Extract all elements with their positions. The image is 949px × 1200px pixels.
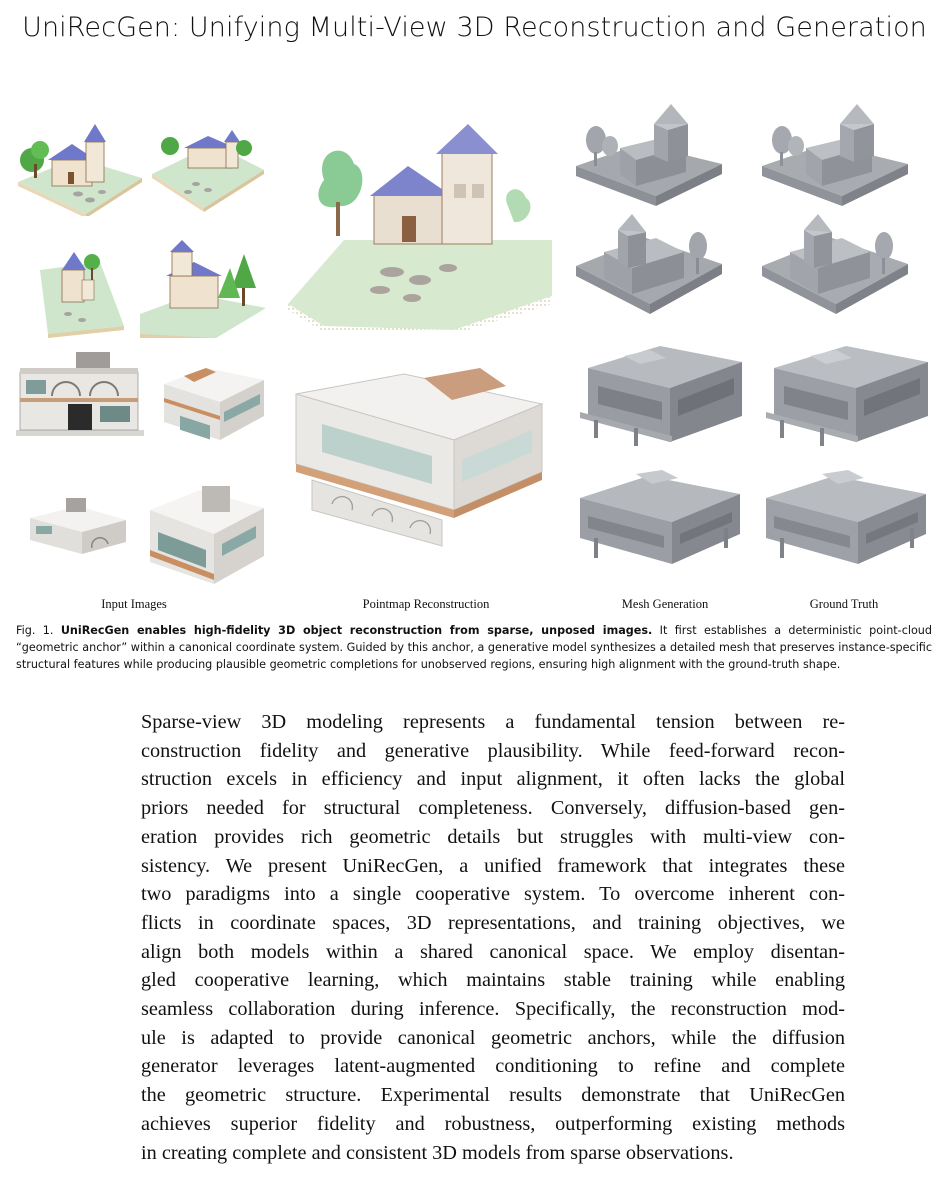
input-image-castle-3 — [28, 240, 140, 340]
caption-text: It first establishes a deterministic point-cloud “geometric anchor” within a canonical coordinate system. Guided by this anchor, a generative model synthesizes a detailed mesh that preserves instance-specific structural features while producing plausible geometric completions for unobserved regions, ensuring high alignment with the ground-truth shape. — [16, 624, 933, 671]
abstract-line: struction excels in efficiency and input alignment, it often lacks the global — [141, 768, 845, 791]
abstract-line: sistency. We present UniRecGen, a unified framework that integrates these — [141, 854, 845, 877]
ground-truth-house-1 — [760, 342, 930, 452]
column-label-ground-truth: Ground Truth — [809, 597, 879, 611]
mesh-house-1 — [574, 342, 744, 452]
input-image-house-3 — [26, 490, 128, 560]
pointmap-castle — [284, 120, 554, 330]
column-label-pointmap-reconstruction: Pointmap Reconstruction — [362, 597, 490, 611]
caption-bold-sentence: UniRecGen enables high-fidelity 3D object reconstruction from sparse, unposed images. — [60, 624, 653, 637]
abstract-line: the geometric structure. Experimental results demonstrate that UniRecGen — [141, 1084, 845, 1107]
ground-truth-house-2 — [760, 468, 930, 574]
input-image-house-2 — [150, 354, 266, 444]
figure-caption — [16, 622, 932, 673]
abstract-line: align both models within a shared canonical space. We employ disentan- — [141, 940, 845, 963]
input-image-castle-1 — [16, 120, 144, 216]
input-image-house-1 — [16, 344, 144, 444]
abstract-line: achieves superior fidelity and robustness, outperforming existing methods — [141, 1112, 845, 1135]
ground-truth-castle-1 — [760, 102, 910, 214]
mesh-house-2 — [574, 468, 744, 574]
abstract-line: gled cooperative learning, which maintains stable training while enabling — [141, 969, 845, 992]
input-image-castle-4 — [140, 238, 266, 338]
abstract-line: flicts in coordinate spaces, 3D representations, and training objectives, we — [141, 911, 845, 934]
abstract-line: ule is adapted to provide canonical geometric anchors, while the diffusion — [141, 1026, 845, 1049]
abstract-line: seamless collaboration during inference. Specifically, the reconstruction mod- — [141, 998, 845, 1021]
mesh-castle-1 — [574, 102, 724, 214]
paper-title: UniRecGen: Unifying Multi-View 3D Reconstruction and Generation — [22, 12, 927, 43]
abstract-line: Sparse-view 3D modeling represents a fundamental tension between re- — [141, 711, 845, 733]
abstract-line: construction fidelity and generative plausibility. While feed-forward recon- — [141, 739, 845, 762]
abstract-line: generator leverages latent-augmented conditioning to refine and complete — [141, 1055, 845, 1078]
abstract-line: in creating complete and consistent 3D models from sparse observations. — [141, 1141, 734, 1164]
caption-label: Fig. 1. — [16, 624, 54, 637]
teaser-figure — [14, 92, 934, 617]
column-label-input-images: Input Images — [101, 597, 167, 611]
abstract-line: two paradigms into a single cooperative system. To overcome inherent con- — [141, 883, 845, 906]
input-image-house-4 — [140, 480, 266, 586]
column-label-mesh-generation: Mesh Generation — [621, 597, 709, 611]
ground-truth-castle-2 — [760, 212, 910, 324]
pointmap-house — [292, 360, 554, 550]
input-image-castle-2 — [148, 118, 266, 214]
abstract — [141, 708, 845, 1167]
abstract-line: priors needed for structural completeness. Conversely, diffusion-based gen- — [141, 797, 845, 820]
mesh-castle-2 — [574, 212, 724, 324]
abstract-line: eration provides rich geometric details but struggles with multi-view con- — [141, 825, 845, 848]
